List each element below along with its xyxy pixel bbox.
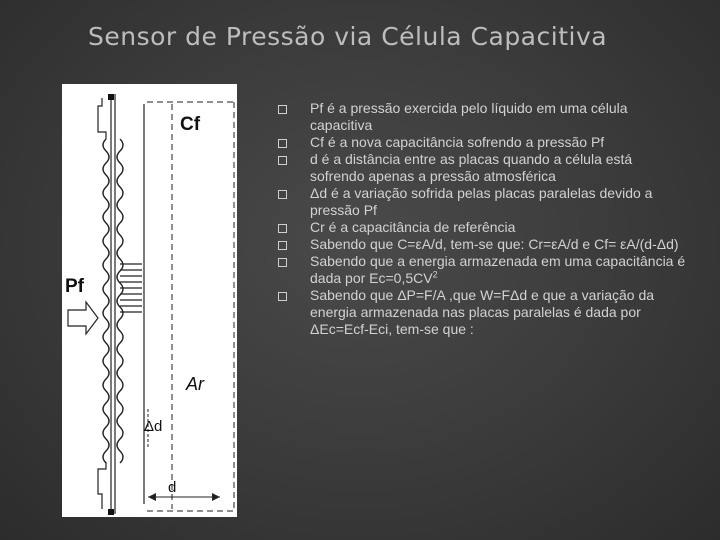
bullet-item <box>276 236 686 253</box>
bullet-text: d é a distância entre as placas quando a célula está sofrendo apenas a pressão atmosférica <box>310 151 633 184</box>
hollow-square-icon <box>278 292 287 301</box>
hollow-square-icon <box>278 139 287 148</box>
bullet-item <box>276 253 686 287</box>
bullet-text: Pf é a pressão exercida pelo líquido em uma célula capacitiva <box>310 100 628 133</box>
pressure-arrow-icon <box>68 302 98 334</box>
slide-title: Sensor de Pressão via Célula Capacitiva <box>88 22 608 51</box>
hollow-square-icon <box>278 190 287 199</box>
bullet-text: Sabendo que ΔP=F/A ,que W=FΔd e que a variação da energia armazenada nas placas paralelas é dada por ΔEc=Ecf-Eci, tem-se que : <box>310 287 655 337</box>
hollow-square-icon <box>278 241 287 250</box>
bullet-superscript: 2 <box>432 269 438 280</box>
capacitive-cell-drawing <box>62 84 237 517</box>
cf-label: Cf <box>180 114 201 135</box>
delta-d-label: Δd <box>144 418 163 435</box>
bullet-text: Δd é a variação sofrida pelas placas paralelas devido a pressão Pf <box>310 185 653 218</box>
bullet-text: Cf é a nova capacitância sofrendo a pressão Pf <box>310 134 605 150</box>
bullet-item <box>276 185 686 219</box>
capacitive-cell-diagram <box>62 84 237 517</box>
bullet-item <box>276 287 686 338</box>
hollow-square-icon <box>278 156 287 165</box>
hollow-square-icon <box>278 105 287 114</box>
bullet-text: Cr é a capacitância de referência <box>310 219 516 235</box>
bullet-item <box>276 100 686 134</box>
bullet-list <box>276 100 686 338</box>
hollow-square-icon <box>278 224 287 233</box>
bullet-item <box>276 134 686 151</box>
bullet-text: Sabendo que C=εA/d, tem-se que: Cr=εA/d e Cf= εA/(d-Δd) <box>310 236 679 252</box>
bullet-text: Sabendo que a energia armazenada em uma capacitância é dada por Ec=0,5CV <box>310 253 686 286</box>
hollow-square-icon <box>278 258 287 267</box>
bullet-item <box>276 151 686 185</box>
ar-label: Ar <box>186 374 204 394</box>
bullet-item <box>276 219 686 236</box>
d-label: d <box>168 479 177 496</box>
pf-label: Pf <box>65 276 84 297</box>
